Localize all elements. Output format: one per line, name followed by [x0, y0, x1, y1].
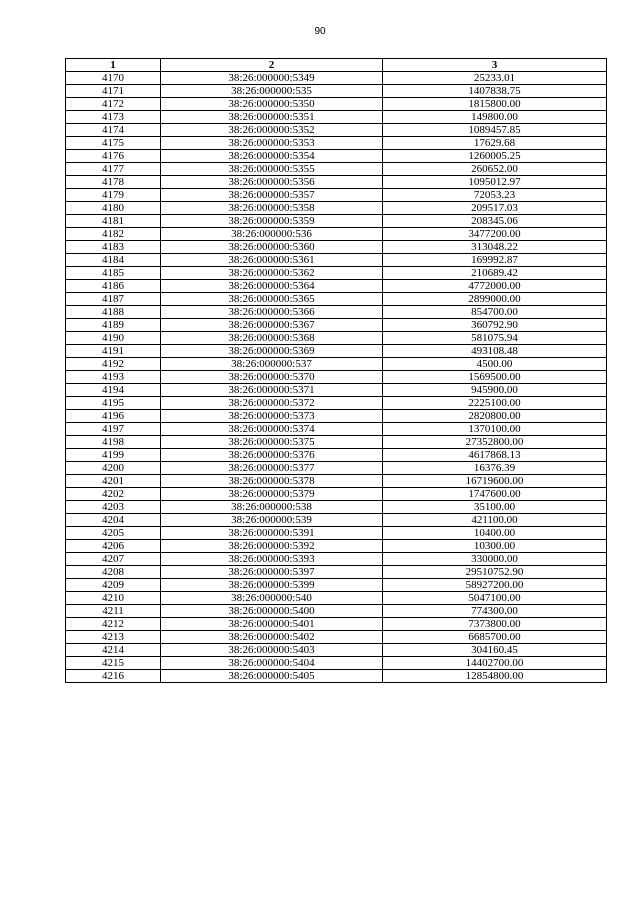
- table-row: [66, 644, 607, 657]
- cadastral-number-cell: 38:26:000000:5354: [161, 150, 383, 163]
- value-cell: 4772000.00: [383, 280, 607, 293]
- row-number-cell: 4170: [66, 72, 161, 85]
- row-number-cell: 4210: [66, 592, 161, 605]
- value-cell: 208345.06: [383, 215, 607, 228]
- cadastral-number-cell: 38:26:000000:5379: [161, 488, 383, 501]
- row-number-cell: 4194: [66, 384, 161, 397]
- cadastral-number-cell: 38:26:000000:5360: [161, 241, 383, 254]
- cadastral-number-cell: 38:26:000000:5378: [161, 475, 383, 488]
- table-row: [66, 254, 607, 267]
- cadastral-number-cell: 38:26:000000:5349: [161, 72, 383, 85]
- column-header-2: 2: [161, 59, 383, 72]
- row-number-cell: 4181: [66, 215, 161, 228]
- value-cell: 2820800.00: [383, 410, 607, 423]
- table-row: [66, 462, 607, 475]
- table-row: [66, 592, 607, 605]
- table-body: [66, 72, 607, 683]
- table-row: [66, 423, 607, 436]
- cadastral-number-cell: 38:26:000000:5376: [161, 449, 383, 462]
- row-number-cell: 4216: [66, 670, 161, 683]
- table-header: [66, 59, 607, 72]
- row-number-cell: 4190: [66, 332, 161, 345]
- value-cell: 72053.23: [383, 189, 607, 202]
- table-row: [66, 345, 607, 358]
- value-cell: 854700.00: [383, 306, 607, 319]
- table-row: [66, 514, 607, 527]
- cadastral-number-cell: 38:26:000000:538: [161, 501, 383, 514]
- row-number-cell: 4192: [66, 358, 161, 371]
- row-number-cell: 4211: [66, 605, 161, 618]
- value-cell: 210689.42: [383, 267, 607, 280]
- value-cell: 16719600.00: [383, 475, 607, 488]
- value-cell: 330000.00: [383, 553, 607, 566]
- table-row: [66, 436, 607, 449]
- cadastral-number-cell: 38:26:000000:5391: [161, 527, 383, 540]
- value-cell: 360792.90: [383, 319, 607, 332]
- row-number-cell: 4185: [66, 267, 161, 280]
- row-number-cell: 4215: [66, 657, 161, 670]
- cadastral-number-cell: 38:26:000000:5374: [161, 423, 383, 436]
- value-cell: 169992.87: [383, 254, 607, 267]
- table-row: [66, 605, 607, 618]
- cadastral-number-cell: 38:26:000000:5358: [161, 202, 383, 215]
- cadastral-number-cell: 38:26:000000:5400: [161, 605, 383, 618]
- row-number-cell: 4189: [66, 319, 161, 332]
- cadastral-number-cell: 38:26:000000:5375: [161, 436, 383, 449]
- cadastral-number-cell: 38:26:000000:5397: [161, 566, 383, 579]
- cadastral-number-cell: 38:26:000000:5405: [161, 670, 383, 683]
- cadastral-number-cell: 38:26:000000:5365: [161, 293, 383, 306]
- row-number-cell: 4203: [66, 501, 161, 514]
- value-cell: 260652.00: [383, 163, 607, 176]
- table-row: [66, 150, 607, 163]
- table-row: [66, 670, 607, 683]
- row-number-cell: 4173: [66, 111, 161, 124]
- cadastral-number-cell: 38:26:000000:5369: [161, 345, 383, 358]
- table-row: [66, 98, 607, 111]
- value-cell: 12854800.00: [383, 670, 607, 683]
- cadastral-number-cell: 38:26:000000:5352: [161, 124, 383, 137]
- cadastral-number-cell: 38:26:000000:5404: [161, 657, 383, 670]
- value-cell: 29510752.90: [383, 566, 607, 579]
- value-cell: 2225100.00: [383, 397, 607, 410]
- table-row: [66, 540, 607, 553]
- cadastral-number-cell: 38:26:000000:5357: [161, 189, 383, 202]
- row-number-cell: 4186: [66, 280, 161, 293]
- cadastral-number-cell: 38:26:000000:5362: [161, 267, 383, 280]
- row-number-cell: 4198: [66, 436, 161, 449]
- row-number-cell: 4208: [66, 566, 161, 579]
- table-row: [66, 241, 607, 254]
- value-cell: 1407838.75: [383, 85, 607, 98]
- header-row: [66, 59, 607, 72]
- cadastral-number-cell: 38:26:000000:539: [161, 514, 383, 527]
- cadastral-number-cell: 38:26:000000:5371: [161, 384, 383, 397]
- table-row: [66, 267, 607, 280]
- row-number-cell: 4193: [66, 371, 161, 384]
- table-row: [66, 358, 607, 371]
- table-row: [66, 176, 607, 189]
- column-header-1: 1: [66, 59, 161, 72]
- value-cell: 149800.00: [383, 111, 607, 124]
- value-cell: 1370100.00: [383, 423, 607, 436]
- table-row: [66, 202, 607, 215]
- value-cell: 1815800.00: [383, 98, 607, 111]
- row-number-cell: 4176: [66, 150, 161, 163]
- value-cell: 209517.03: [383, 202, 607, 215]
- row-number-cell: 4199: [66, 449, 161, 462]
- row-number-cell: 4213: [66, 631, 161, 644]
- cadastral-number-cell: 38:26:000000:5403: [161, 644, 383, 657]
- table-row: [66, 475, 607, 488]
- row-number-cell: 4179: [66, 189, 161, 202]
- table-row: [66, 384, 607, 397]
- value-cell: 3477200.00: [383, 228, 607, 241]
- value-cell: 10300.00: [383, 540, 607, 553]
- row-number-cell: 4174: [66, 124, 161, 137]
- value-cell: 5047100.00: [383, 592, 607, 605]
- row-number-cell: 4205: [66, 527, 161, 540]
- table-row: [66, 85, 607, 98]
- table-row: [66, 371, 607, 384]
- cadastral-number-cell: 38:26:000000:5399: [161, 579, 383, 592]
- cadastral-number-cell: 38:26:000000:5364: [161, 280, 383, 293]
- table-row: [66, 228, 607, 241]
- value-cell: 313048.22: [383, 241, 607, 254]
- value-cell: 17629.68: [383, 137, 607, 150]
- value-cell: 774300.00: [383, 605, 607, 618]
- row-number-cell: 4195: [66, 397, 161, 410]
- cadastral-number-cell: 38:26:000000:5392: [161, 540, 383, 553]
- row-number-cell: 4171: [66, 85, 161, 98]
- table-row: [66, 72, 607, 85]
- row-number-cell: 4172: [66, 98, 161, 111]
- cadastral-number-cell: 38:26:000000:5356: [161, 176, 383, 189]
- row-number-cell: 4200: [66, 462, 161, 475]
- value-cell: 35100.00: [383, 501, 607, 514]
- table-row: [66, 319, 607, 332]
- table-row: [66, 618, 607, 631]
- row-number-cell: 4196: [66, 410, 161, 423]
- cadastral-number-cell: 38:26:000000:5361: [161, 254, 383, 267]
- row-number-cell: 4178: [66, 176, 161, 189]
- table-row: [66, 137, 607, 150]
- value-cell: 1260005.25: [383, 150, 607, 163]
- value-cell: 16376.39: [383, 462, 607, 475]
- row-number-cell: 4187: [66, 293, 161, 306]
- row-number-cell: 4180: [66, 202, 161, 215]
- row-number-cell: 4204: [66, 514, 161, 527]
- table-row: [66, 397, 607, 410]
- value-cell: 25233.01: [383, 72, 607, 85]
- table-row: [66, 501, 607, 514]
- value-cell: 945900.00: [383, 384, 607, 397]
- cadastral-number-cell: 38:26:000000:535: [161, 85, 383, 98]
- value-cell: 14402700.00: [383, 657, 607, 670]
- table-row: [66, 280, 607, 293]
- table-row: [66, 566, 607, 579]
- table-row: [66, 488, 607, 501]
- table-row: [66, 306, 607, 319]
- cadastral-number-cell: 38:26:000000:5368: [161, 332, 383, 345]
- row-number-cell: 4202: [66, 488, 161, 501]
- value-cell: 421100.00: [383, 514, 607, 527]
- cadastral-number-cell: 38:26:000000:537: [161, 358, 383, 371]
- value-cell: 58927200.00: [383, 579, 607, 592]
- table-row: [66, 657, 607, 670]
- cadastral-number-cell: 38:26:000000:5353: [161, 137, 383, 150]
- value-cell: 1569500.00: [383, 371, 607, 384]
- table-row: [66, 111, 607, 124]
- row-number-cell: 4177: [66, 163, 161, 176]
- value-cell: 6685700.00: [383, 631, 607, 644]
- cadastral-number-cell: 38:26:000000:5350: [161, 98, 383, 111]
- cadastral-number-cell: 38:26:000000:540: [161, 592, 383, 605]
- table-row: [66, 163, 607, 176]
- value-cell: 10400.00: [383, 527, 607, 540]
- value-cell: 1089457.85: [383, 124, 607, 137]
- page-number: 90: [314, 26, 326, 37]
- value-cell: 581075.94: [383, 332, 607, 345]
- cadastral-number-cell: 38:26:000000:5393: [161, 553, 383, 566]
- value-cell: 493108.48: [383, 345, 607, 358]
- cadastral-number-cell: 38:26:000000:5359: [161, 215, 383, 228]
- row-number-cell: 4183: [66, 241, 161, 254]
- value-cell: 7373800.00: [383, 618, 607, 631]
- cadastral-number-cell: 38:26:000000:5401: [161, 618, 383, 631]
- row-number-cell: 4212: [66, 618, 161, 631]
- value-cell: 27352800.00: [383, 436, 607, 449]
- table-row: [66, 631, 607, 644]
- cadastral-number-cell: 38:26:000000:5367: [161, 319, 383, 332]
- table-row: [66, 449, 607, 462]
- value-cell: 1747600.00: [383, 488, 607, 501]
- row-number-cell: 4197: [66, 423, 161, 436]
- value-cell: 1095012.97: [383, 176, 607, 189]
- value-cell: 304160.45: [383, 644, 607, 657]
- column-header-3: 3: [383, 59, 607, 72]
- cadastral-number-cell: 38:26:000000:5370: [161, 371, 383, 384]
- row-number-cell: 4182: [66, 228, 161, 241]
- cadastral-number-cell: 38:26:000000:5402: [161, 631, 383, 644]
- row-number-cell: 4207: [66, 553, 161, 566]
- row-number-cell: 4209: [66, 579, 161, 592]
- row-number-cell: 4188: [66, 306, 161, 319]
- table-row: [66, 332, 607, 345]
- row-number-cell: 4206: [66, 540, 161, 553]
- registry-table: [65, 58, 607, 683]
- row-number-cell: 4214: [66, 644, 161, 657]
- cadastral-number-cell: 38:26:000000:536: [161, 228, 383, 241]
- table-row: [66, 293, 607, 306]
- value-cell: 4500.00: [383, 358, 607, 371]
- table-row: [66, 553, 607, 566]
- cadastral-number-cell: 38:26:000000:5372: [161, 397, 383, 410]
- value-cell: 2899000.00: [383, 293, 607, 306]
- table-row: [66, 410, 607, 423]
- table-row: [66, 124, 607, 137]
- table-row: [66, 527, 607, 540]
- row-number-cell: 4201: [66, 475, 161, 488]
- row-number-cell: 4175: [66, 137, 161, 150]
- cadastral-number-cell: 38:26:000000:5373: [161, 410, 383, 423]
- cadastral-number-cell: 38:26:000000:5377: [161, 462, 383, 475]
- table-row: [66, 215, 607, 228]
- cadastral-number-cell: 38:26:000000:5351: [161, 111, 383, 124]
- table-row: [66, 189, 607, 202]
- table-row: [66, 579, 607, 592]
- cadastral-number-cell: 38:26:000000:5366: [161, 306, 383, 319]
- row-number-cell: 4184: [66, 254, 161, 267]
- cadastral-number-cell: 38:26:000000:5355: [161, 163, 383, 176]
- row-number-cell: 4191: [66, 345, 161, 358]
- value-cell: 4617868.13: [383, 449, 607, 462]
